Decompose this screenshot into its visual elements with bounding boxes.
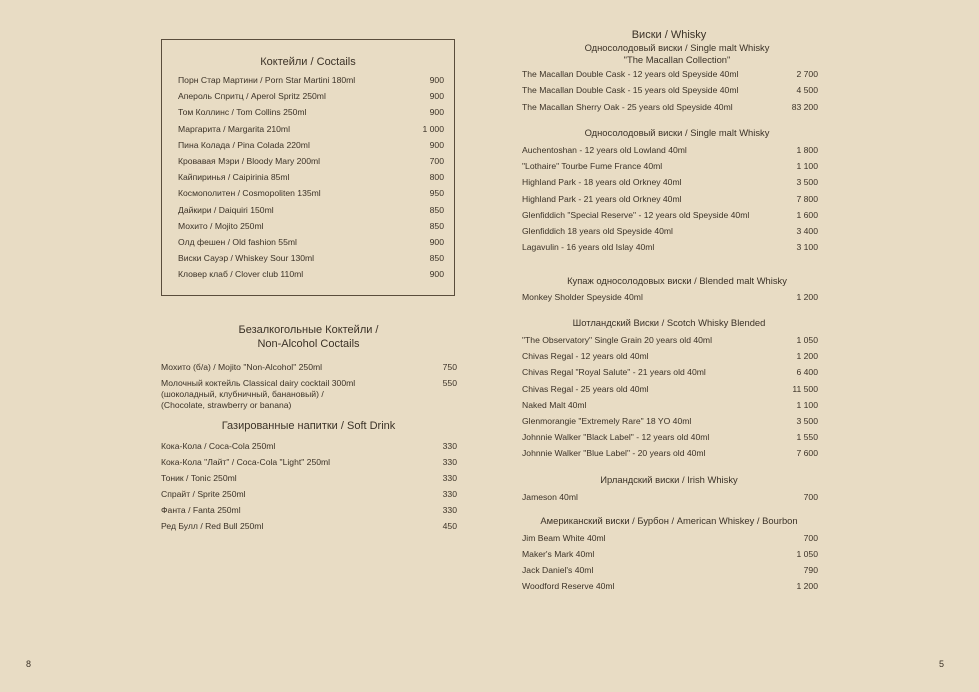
menu-item-row: [178, 269, 444, 280]
macallan-collection-title: "The Macallan Collection": [623, 54, 731, 65]
menu-item-name: Glenfiddich "Special Reserve" - 12 years old Speyside 40ml: [522, 209, 750, 220]
menu-item-row: [522, 351, 818, 362]
menu-item-row: [178, 253, 444, 264]
menu-item-row: [178, 188, 444, 199]
menu-item-name: Highland Park - 18 years old Orkney 40ml: [522, 177, 682, 188]
menu-item-row: [522, 145, 818, 156]
menu-item-name: Johnnie Walker "Black Label" - 12 years old 40ml: [522, 432, 710, 443]
menu-item-row: [161, 457, 457, 468]
menu-item-name: Monkey Sholder Speyside 40ml: [522, 292, 643, 302]
menu-item-row: [161, 362, 457, 373]
menu-item-row: [522, 194, 818, 205]
menu-item-row: [522, 210, 818, 221]
menu-item-price: 850: [429, 204, 444, 215]
menu-item-price: 330: [442, 489, 457, 499]
page-number-right: 5: [939, 659, 945, 669]
menu-item-price: 1 550: [796, 432, 818, 443]
menu-item-name: Glenmorangie "Extremely Rare" 18 YO 40ml: [522, 416, 692, 426]
menu-item-row: [161, 378, 457, 411]
menu-item-name: Молочный коктейль Classical dairy cocktail 300ml (шоколадный, клубничный, банановый) / (Chocolate, strawberry or banana): [161, 378, 356, 410]
menu-item-price: 2 700: [796, 69, 818, 79]
menu-item-price: 1 050: [796, 335, 818, 345]
menu-item-price: 850: [429, 253, 444, 264]
menu-item-price: 11 500: [792, 383, 818, 394]
menu-item-name: Пина Колада / Pina Colada 220ml: [178, 139, 310, 150]
american-title: Американский виски / Бурбон / American Whiskey / Bourbon: [540, 515, 798, 526]
menu-item-name: Jack Daniel's 40ml: [522, 565, 594, 575]
menu-item-price: 950: [429, 188, 444, 199]
menu-item-name: Мохито / Mojito 250ml: [178, 220, 264, 231]
menu-item-row: [522, 85, 818, 96]
menu-item-row: [522, 448, 818, 459]
menu-item-name: Тоник / Tonic 250ml: [161, 473, 237, 483]
menu-item-name: Кока-Кола / Coca-Cola 250ml: [161, 441, 276, 451]
menu-item-name: Woodford Reserve 40ml: [522, 581, 615, 591]
menu-item-name: Ред Булл / Red Bull 250ml: [161, 521, 264, 531]
menu-item-row: [522, 533, 818, 544]
menu-item-name: Фанта / Fanta 250ml: [161, 505, 241, 515]
menu-item-name: The Macallan Sherry Oak - 25 years old Speyside 40ml: [522, 101, 733, 112]
menu-item-price: 6 400: [796, 367, 818, 378]
menu-item-name: Космополитен / Cosmopoliten 135ml: [178, 188, 321, 199]
menu-item-name: Lagavulin - 16 years old Islay 40ml: [522, 242, 655, 253]
menu-item-price: 330: [442, 473, 457, 483]
single-malt-title: Односолодовый виски / Single malt Whisky: [584, 127, 770, 138]
menu-item-name: Апероль Спритц / Aperol Spritz 250ml: [178, 91, 326, 102]
menu-item-price: 1 800: [796, 145, 818, 155]
whisky-title: Виски / Whisky: [631, 29, 707, 41]
cocktails-title: Коктейли / Coctails: [260, 56, 356, 68]
menu-item-price: 700: [803, 492, 818, 502]
menu-item-row: [522, 292, 818, 303]
non-alcohol-title-line1: Безалкогольные Коктейли /: [238, 324, 379, 336]
menu-item-price: 1 050: [796, 549, 818, 559]
menu-item-name: Highland Park - 21 years old Orkney 40ml: [522, 193, 682, 204]
menu-item-name: Кайпиринья / Caipirinia 85ml: [178, 172, 290, 183]
menu-item-row: [178, 156, 444, 167]
menu-item-price: 750: [442, 362, 457, 372]
menu-item-price: 3 500: [796, 177, 818, 188]
menu-item-row: [522, 432, 818, 443]
non-alcohol-title-line2: Non-Alcohol Coctails: [257, 338, 360, 350]
blended-malt-title: Купаж односолодовых виски / Blended malt Whisky: [567, 275, 787, 286]
soft-drinks-title: Газированные напитки / Soft Drink: [221, 420, 396, 432]
menu-item-price: 900: [429, 107, 444, 118]
menu-item-row: [161, 505, 457, 516]
menu-item-price: 900: [429, 139, 444, 150]
menu-item-row: [522, 367, 818, 378]
menu-item-name: The Macallan Double Cask - 12 years old Speyside 40ml: [522, 69, 739, 79]
menu-item-name: Маргарита / Margarita 210ml: [178, 123, 290, 134]
menu-item-row: [522, 549, 818, 560]
menu-item-row: [178, 75, 444, 86]
menu-item-row: [161, 521, 457, 532]
menu-item-row: [178, 237, 444, 248]
menu-item-row: [522, 400, 818, 411]
menu-item-price: 330: [442, 457, 457, 467]
menu-item-name: "Lothaire" Tourbe Fume France 40ml: [522, 161, 663, 172]
menu-item-price: 900: [429, 91, 444, 102]
menu-item-name: Том Коллинс / Tom Collins 250ml: [178, 107, 307, 118]
menu-item-price: 1 200: [796, 581, 818, 591]
menu-item-price: 550: [442, 378, 457, 388]
menu-item-price: 330: [442, 441, 457, 451]
menu-item-price: 900: [429, 269, 444, 280]
menu-item-price: 1 100: [796, 399, 818, 410]
menu-item-price: 330: [442, 505, 457, 515]
menu-item-price: 850: [429, 220, 444, 231]
menu-item-row: [178, 172, 444, 183]
menu-item-price: 1 000: [422, 123, 444, 134]
menu-item-name: Glenfiddich 18 years old Speyside 40ml: [522, 226, 673, 236]
scotch-title: Шотландский Виски / Scotch Whisky Blended: [572, 317, 766, 328]
menu-item-name: Кока-Кола "Лайт" / Coca-Cola "Light" 250ml: [161, 457, 331, 467]
menu-item-row: [522, 242, 818, 253]
menu-item-price: 1 200: [796, 292, 818, 302]
menu-item-price: 790: [803, 565, 818, 575]
menu-item-row: [522, 102, 818, 113]
menu-item-price: 3 400: [796, 226, 818, 236]
menu-item-row: [522, 384, 818, 395]
menu-item-row: [178, 140, 444, 151]
menu-item-name: Auchentoshan - 12 years old Lowland 40ml: [522, 145, 687, 155]
menu-item-row: [522, 226, 818, 237]
menu-item-name: Спрайт / Sprite 250ml: [161, 489, 246, 499]
menu-item-name: "The Observatory" Single Grain 20 years old 40ml: [522, 335, 712, 345]
menu-item-price: 83 200: [791, 101, 818, 112]
menu-item-price: 900: [429, 75, 444, 85]
menu-item-price: 1 100: [796, 161, 818, 172]
menu-item-name: Maker's Mark 40ml: [522, 549, 595, 559]
menu-item-name: Кровавая Мэри / Bloody Mary 200ml: [178, 156, 321, 166]
menu-item-name: Chivas Regal "Royal Salute" - 21 years old 40ml: [522, 367, 706, 378]
menu-item-price: 7 600: [796, 448, 818, 459]
menu-item-row: [522, 177, 818, 188]
menu-item-name: Кловер клаб / Clover club 110ml: [178, 269, 304, 280]
menu-item-row: [178, 124, 444, 135]
menu-item-row: [178, 91, 444, 102]
menu-item-row: [522, 335, 818, 346]
menu-item-price: 800: [429, 172, 444, 183]
menu-item-name: Виски Сауэр / Whiskey Sour 130ml: [178, 253, 315, 264]
menu-item-row: [522, 565, 818, 576]
menu-item-name: Chivas Regal - 25 years old 40ml: [522, 383, 649, 394]
macallan-subtitle: Односолодовый виски / Single malt Whisky: [584, 42, 770, 53]
menu-item-row: [522, 416, 818, 427]
page-number-left: 8: [26, 659, 32, 669]
menu-item-price: 700: [803, 533, 818, 543]
menu-item-row: [178, 107, 444, 118]
menu-item-price: 7 800: [796, 193, 818, 204]
menu-item-row: [522, 161, 818, 172]
menu-item-row: [161, 473, 457, 484]
menu-item-row: [161, 489, 457, 500]
menu-item-row: [522, 492, 818, 503]
menu-item-name: Дайкири / Daiquiri 150ml: [178, 204, 274, 215]
menu-item-name: Naked Malt 40ml: [522, 399, 587, 410]
irish-title: Ирландский виски / Irish Whisky: [600, 474, 738, 485]
menu-item-name: Мохито (б/а) / Mojito "Non-Alcohol" 250ml: [161, 362, 323, 372]
menu-item-name: Порн Стар Мартини / Porn Star Martini 180ml: [178, 75, 356, 85]
menu-item-price: 700: [429, 156, 444, 166]
menu-item-row: [161, 441, 457, 452]
menu-item-name: Johnnie Walker "Blue Label" - 20 years old 40ml: [522, 448, 706, 459]
menu-item-price: 4 500: [796, 85, 818, 96]
menu-item-price: 1 600: [796, 209, 818, 220]
menu-item-row: [178, 221, 444, 232]
menu-item-name: Chivas Regal - 12 years old 40ml: [522, 351, 649, 362]
menu-item-price: 1 200: [796, 351, 818, 362]
menu-item-row: [522, 69, 818, 80]
menu-item-price: 450: [442, 521, 457, 531]
menu-item-price: 900: [429, 237, 444, 247]
menu-item-name: Олд фешен / Old fashion 55ml: [178, 237, 297, 247]
menu-item-name: Jim Beam White 40ml: [522, 533, 606, 543]
menu-item-name: The Macallan Double Cask - 15 years old Speyside 40ml: [522, 85, 739, 96]
menu-item-row: [522, 581, 818, 592]
menu-item-name: Jameson 40ml: [522, 492, 578, 502]
menu-item-row: [178, 205, 444, 216]
menu-item-price: 3 500: [796, 416, 818, 426]
menu-item-price: 3 100: [796, 242, 818, 253]
